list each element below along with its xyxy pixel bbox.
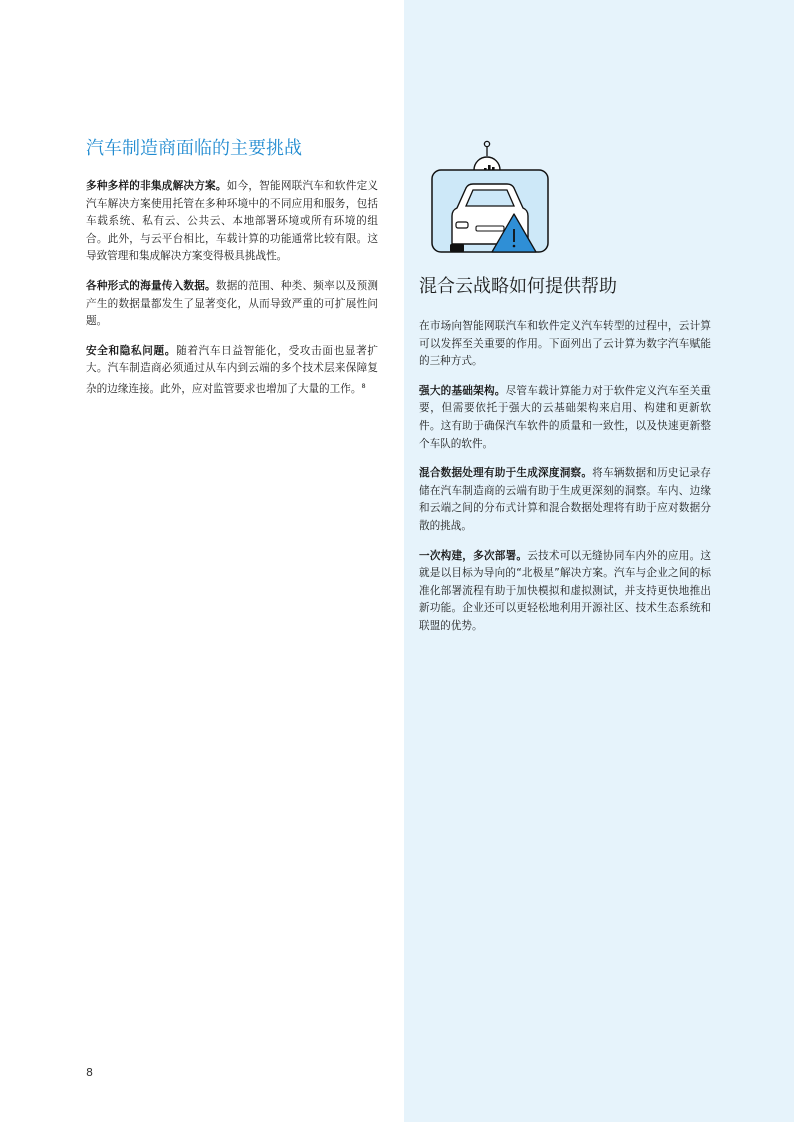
right-paragraph-2-body: 将车辆数据和历史记录存储在汽车制造商的云端有助于生成更深刻的洞察。车内、边缘和云端之间的分布式计算和混合数据处理将有助于应对数据分散的挑战。: [419, 467, 711, 532]
left-paragraph-2: [86, 278, 378, 331]
footnote-marker: 8: [361, 381, 366, 390]
right-paragraph-1: [419, 383, 711, 453]
right-column: [419, 318, 711, 648]
left-paragraph-3-body: 随着汽车日益智能化，受攻击面也显著扩大。汽车制造商必须通过从车内到云端的多个技术层来保障复杂的边缘连接。此外，应对监管要求也增加了大量的工作。: [86, 344, 379, 395]
right-paragraph-2: [419, 465, 711, 535]
left-paragraph-1-body: 如今，智能网联汽车和软件定义汽车解决方案使用托管在多种环境中的不同应用和服务，包括车载系统、私有云、公共云、本地部署环境或所有环境的组合。此外，与云平台相比，车载计算的功能通常比较有限。这导致管理和集成解决方案变得极具挑战性。: [86, 180, 378, 263]
right-paragraph-3-lead: 一次构建，多次部署。: [419, 549, 528, 562]
left-paragraph-1: [86, 178, 378, 266]
connected-car-warning-icon: [430, 138, 550, 256]
left-paragraph-2-lead: 各种形式的海量传入数据。: [86, 279, 216, 292]
left-heading: 汽车制造商面临的主要挑战: [86, 138, 302, 159]
right-paragraph-3: [419, 548, 711, 636]
page-number: 8: [86, 1066, 93, 1079]
left-paragraph-3-lead: 安全和隐私问题。: [86, 344, 177, 357]
left-paragraph-3: [86, 343, 378, 399]
right-paragraph-2-lead: 混合数据处理有助于生成深度洞察。: [419, 467, 593, 480]
right-intro: 在市场向智能网联汽车和软件定义汽车转型的过程中，云计算可以发挥至关重要的作用。下面列出了云计算为数字汽车赋能的三种方式。: [419, 320, 711, 368]
right-heading: 混合云战略如何提供帮助: [419, 276, 617, 297]
right-paragraph-1-lead: 强大的基础架构。: [419, 384, 506, 397]
right-paragraph-1-body: 尽管车载计算能力对于软件定义汽车至关重要，但需要依托于强大的云基础架构来启用、构建和更新软件。这有助于确保汽车软件的质量和一致性，以及快速更新整个车队的软件。: [419, 384, 712, 450]
left-paragraph-2-body: 数据的范围、种类、频率以及预测产生的数据量都发生了显著变化，从而导致严重的可扩展性问题。: [86, 279, 379, 328]
right-paragraph-3-body: 云技术可以无缝协同车内外的应用。这就是以目标为导向的“北极星”解决方案。汽车与企业之间的标准化部署流程有助于加快模拟和虚拟测试，并支持更快地推出新功能。企业还可以更轻松地利用开源社区、技术生态系统和联盟的优势。: [419, 549, 711, 632]
left-column: [86, 137, 378, 411]
left-paragraph-1-lead: 多种多样的非集成解决方案。: [86, 180, 227, 192]
